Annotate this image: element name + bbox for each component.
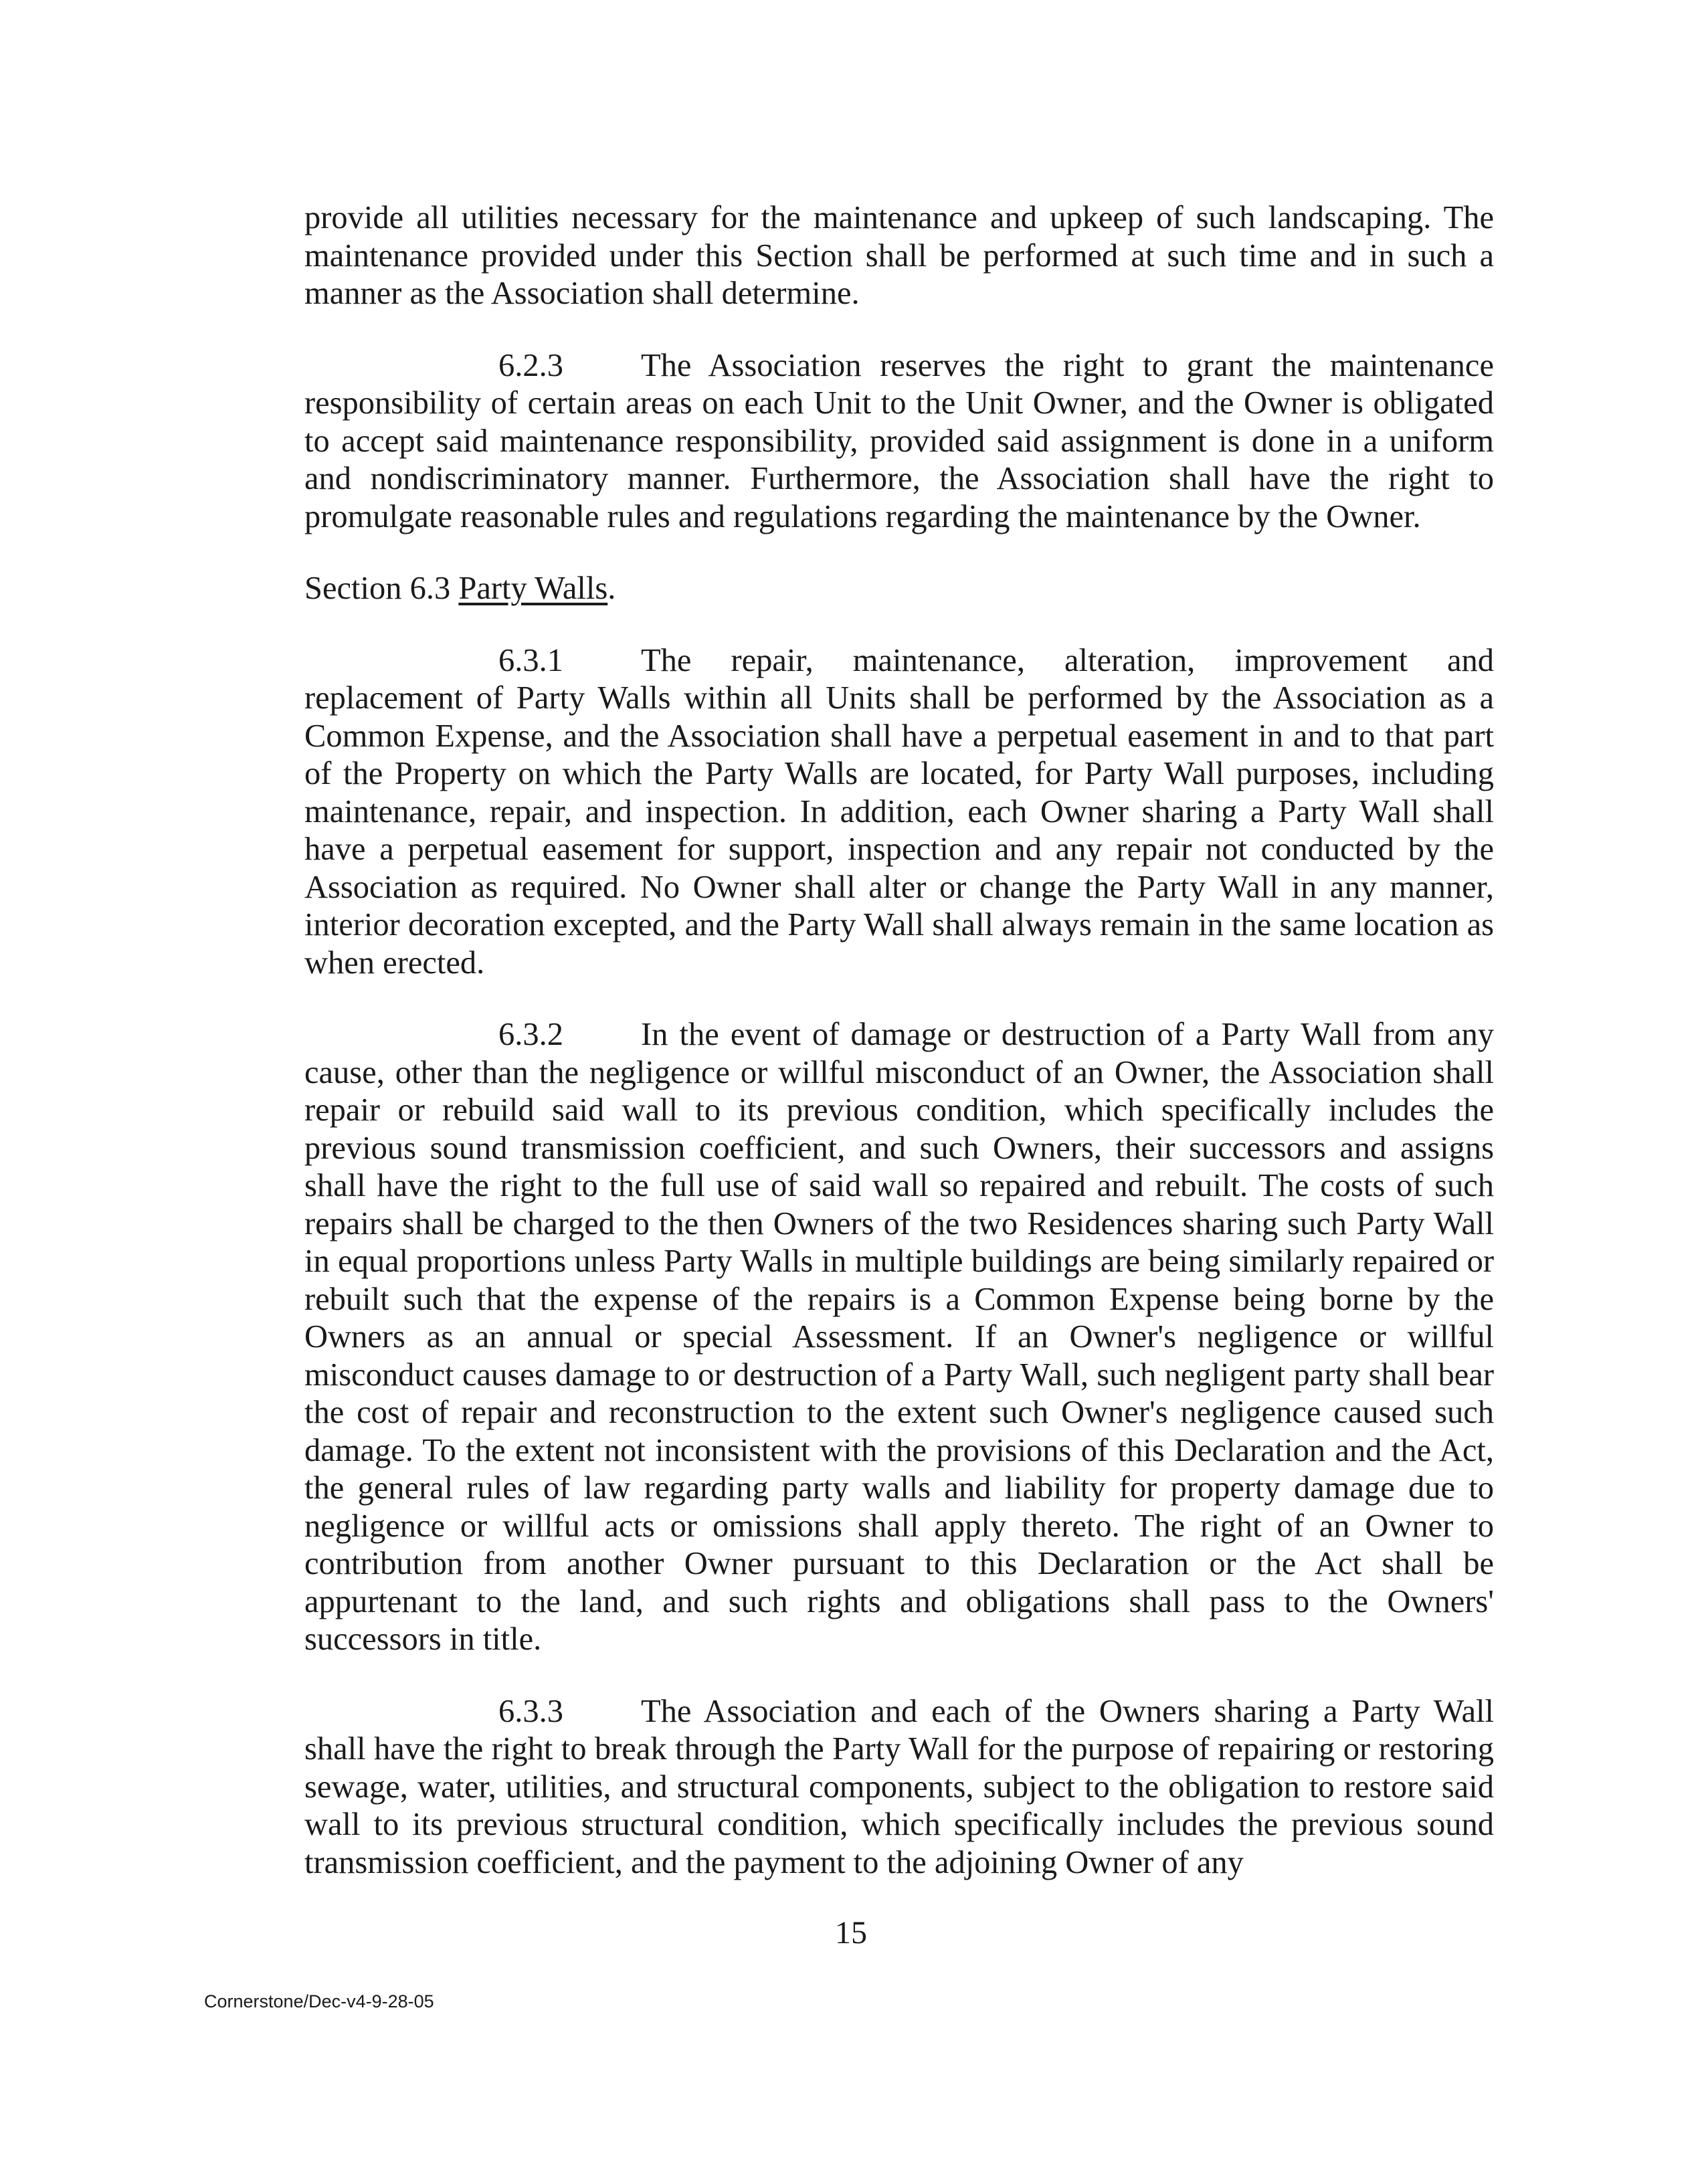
paragraph-text: The Association and each of the Owners sharing a Party Wall shall have the right to break through the Party Wall for the purpose of repairing or restoring sewage, water, utilities, and structural components, subject to the obligation to restore said wall to its previous structural condition, which specifically includes the previous sound transmission coefficient, and the payment to the adjoining Owner of any — [304, 1693, 1494, 1880]
paragraph-number: 6.3.1 — [498, 642, 563, 678]
paragraph-text: In the event of damage or destruction of a Party Wall from any cause, other than the negligence or willful misconduct of an Owner, the Association shall repair or rebuild said wall to its previous condition, which specifically includes the previous sound transmission coefficient, and such Owners, their successors and assigns shall have the right to the full use of said wall so repaired and rebuilt. The costs of such repairs shall be charged to the then Owners of the two Residences sharing such Party Wall in equal proportions unless Party Walls in multiple buildings are being similarly repaired or rebuilt such that the expense of the repairs is a Common Expense being borne by the Owners as an annual or special Assessment. If an Owner's negligence or willful misconduct causes damage to or destruction of a Party Wall, such negligent party shall bear the cost of repair and reconstruction to the extent such Owner's negligence caused such damage. To the extent not inconsistent with the provisions of this Declaration and the Act, the general rules of law regarding party walls and liability for property damage due to negligence or willful acts or omissions shall apply thereto. The right of an Owner to contribution from another Owner pursuant to this Declaration or the Act shall be appurtenant to the land, and such rights and obligations shall pass to the Owners' successors in title. — [304, 1017, 1494, 1657]
footer-document-reference: Cornerstone/Dec-v4-9-28-05 — [204, 1991, 434, 2011]
paragraph-6-3-3 — [304, 1693, 1494, 1882]
paragraph-6-2-3 — [304, 347, 1494, 536]
paragraph-text: The Association reserves the right to grant the maintenance responsibility of certain areas on each Unit to the Unit Owner, and the Owner is obligated to accept said maintenance responsibility, provided said assignment is done in a uniform and nondiscriminatory manner. Furthermore, the Association shall have the right to promulgate reasonable rules and regulations regarding the maintenance by the Owner. — [304, 347, 1494, 534]
document-body — [304, 199, 1494, 1882]
paragraph-6-3-1 — [304, 642, 1494, 983]
paragraph-number: 6.3.3 — [498, 1693, 563, 1729]
paragraph-continuation: provide all utilities necessary for the maintenance and upkeep of such landscaping. The maintenance provided under this Section shall be performed at such time and in such a manner as the Association shall determine. — [304, 200, 1494, 311]
paragraph-6-3-2 — [304, 1016, 1494, 1659]
section-heading-6-3 — [304, 570, 1494, 608]
paragraph-number: 6.2.3 — [498, 347, 563, 383]
section-title: Party Walls — [458, 571, 608, 606]
section-label: Section 6.3 — [304, 571, 451, 606]
paragraph-number: 6.3.2 — [498, 1017, 563, 1052]
paragraph-text: The repair, maintenance, alteration, improvement and replacement of Party Walls within all Units shall be performed by the Association as a Common Expense, and the Association shall have a perpetual easement in and to that part of the Property on which the Party Walls are located, for Party Wall purposes, including maintenance, repair, and inspection. In addition, each Owner sharing a Party Wall shall have a perpetual easement for support, inspection and any repair not conducted by the Association as required. No Owner shall alter or change the Party Wall in any manner, interior decoration excepted, and the Party Wall shall always remain in the same location as when erected. — [304, 642, 1494, 981]
section-title-punct: . — [607, 571, 616, 606]
page-number: 15 — [835, 1915, 867, 1951]
